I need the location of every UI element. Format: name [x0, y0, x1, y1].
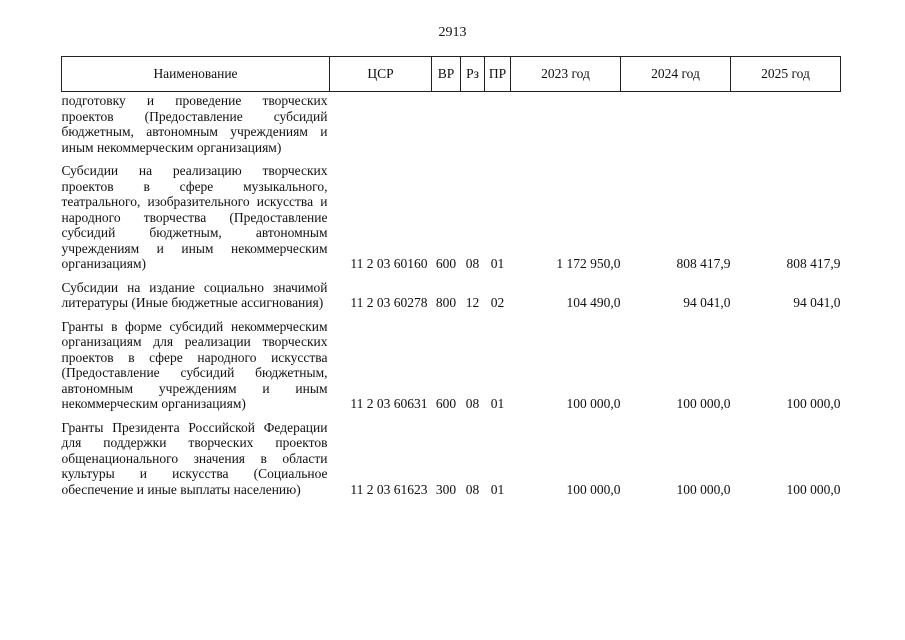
row-pr: 02 [490, 295, 505, 310]
row-2025: 100 000,0 [786, 396, 841, 411]
row-pr [485, 92, 511, 156]
page-number: 2913 [438, 25, 467, 40]
budget-table [61, 56, 841, 497]
row-2024: 100 000,0 [676, 481, 731, 497]
row-2024: 94 041,0 [683, 295, 731, 310]
row-csr: 11 2 03 60631 [350, 396, 428, 411]
table-row [62, 163, 841, 272]
row-2024 [621, 92, 731, 156]
row-2025: 100 000,0 [786, 481, 841, 497]
header-vr: ВР [432, 57, 461, 92]
header-name: Наименование [62, 57, 330, 92]
row-rz: 08 [465, 481, 480, 497]
header-pr: ПР [485, 57, 511, 92]
header-rz: Рз [461, 57, 485, 92]
row-vr: 600 [435, 396, 457, 411]
row-name: Гранты Президента Российской Федерации для поддержки творческих проектов общенационального значения в области культуры и искусства (Социальное обеспечение и иные выплаты населению) [61, 419, 328, 497]
row-2024: 808 417,9 [676, 256, 731, 271]
table-header [62, 57, 841, 92]
table-row [62, 280, 841, 311]
row-csr [330, 92, 432, 156]
row-rz: 08 [465, 396, 480, 411]
row-2023: 100 000,0 [566, 396, 621, 411]
row-pr: 01 [490, 256, 505, 271]
row-pr: 01 [490, 396, 505, 411]
table-row [62, 420, 841, 498]
header-2023: 2023 год [511, 57, 621, 92]
row-2023: 1 172 950,0 [556, 256, 621, 271]
row-vr [432, 92, 461, 156]
row-name: подготовку и проведение творческих проектов (Предоставление субсидий бюджетным, автономным учреждениям и иным некоммерческим организациям) [61, 93, 328, 155]
row-vr: 800 [435, 295, 457, 310]
header-csr: ЦСР [330, 57, 432, 92]
row-2024: 100 000,0 [676, 396, 731, 411]
row-2023 [511, 92, 621, 156]
row-name: Гранты в форме субсидий некоммерческим организациям для реализации творческих проектов в сфере народного искусства (Предоставление субсидий бюджетным, автономным учреждениям и иным некоммерческим организациям) [61, 318, 328, 411]
row-pr: 01 [490, 481, 505, 497]
row-vr: 600 [435, 256, 457, 271]
header-2024: 2024 год [621, 57, 731, 92]
row-csr: 11 2 03 61623 [350, 481, 428, 497]
table-body [62, 92, 841, 498]
header-2025: 2025 год [731, 57, 841, 92]
row-vr: 300 [435, 481, 457, 497]
row-csr: 11 2 03 60160 [350, 256, 428, 271]
row-rz: 08 [465, 256, 480, 271]
row-2023: 100 000,0 [566, 481, 621, 497]
table-row [62, 92, 841, 156]
row-rz [461, 92, 485, 156]
row-rz: 12 [465, 295, 480, 310]
row-2025: 94 041,0 [793, 295, 841, 310]
row-csr: 11 2 03 60278 [350, 295, 428, 310]
row-name: Субсидии на издание социально значимой литературы (Иные бюджетные ассигнования) [61, 279, 328, 310]
row-2025 [731, 92, 841, 156]
row-2023: 104 490,0 [566, 295, 621, 310]
row-name: Субсидии на реализацию творческих проектов в сфере музыкального, театрального, изобразительного искусства и народного творчества (Предоставление субсидий бюджетным, автономным учреждениям и иным некоммерческим организациям) [61, 163, 328, 271]
row-2025: 808 417,9 [786, 256, 841, 271]
table-row [62, 319, 841, 412]
